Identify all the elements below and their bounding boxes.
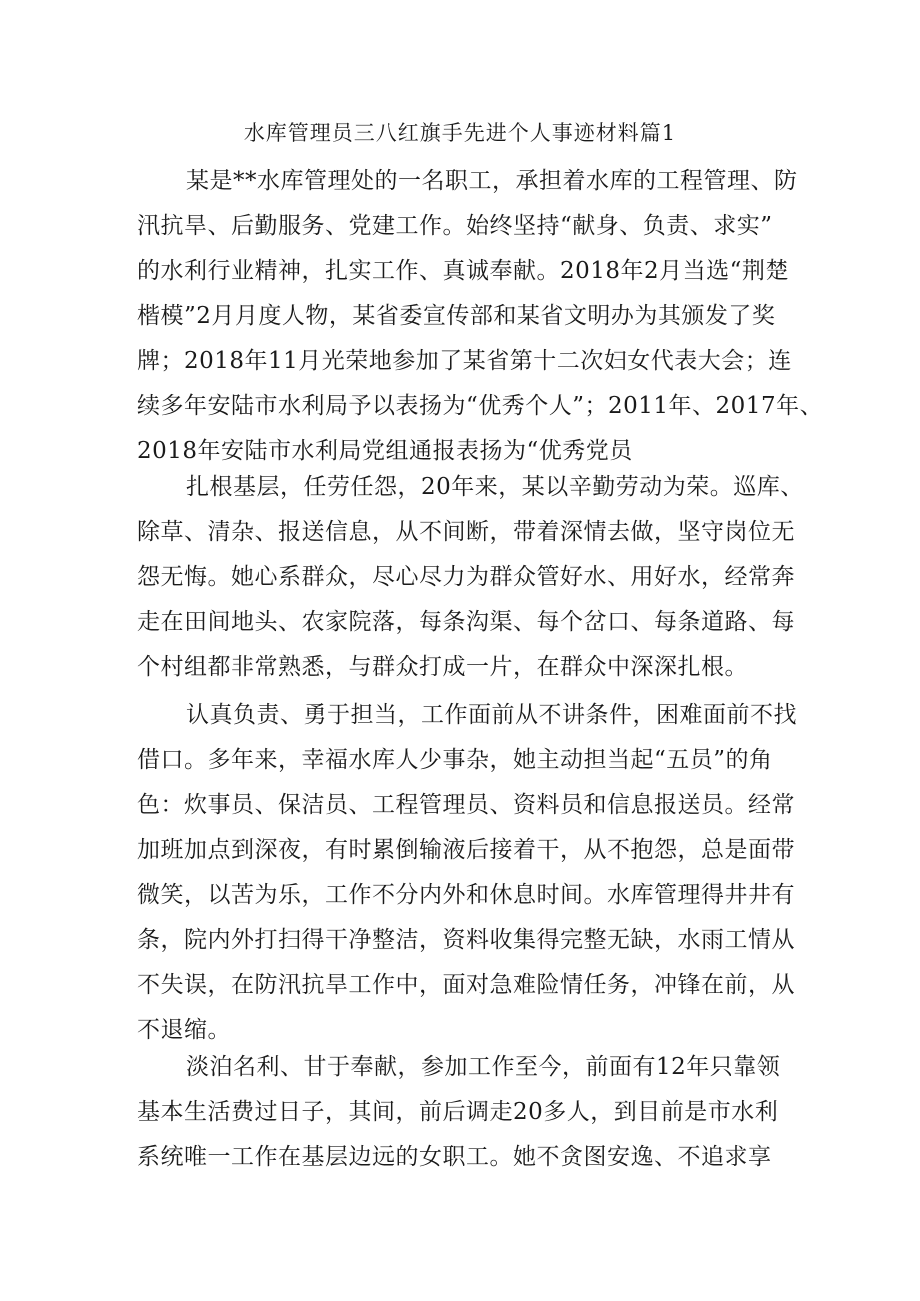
paragraph-line: 个村组都非常熟悉，与群众打成一片，在群众中深深扎根。 xyxy=(137,654,748,680)
paragraph-line: 微笑，以苦为乐，工作不分内外和休息时间。水库管理得井井有 xyxy=(137,882,795,908)
paragraph-line: 基本生活费过日子，其间，前后调走20多人，到目前是市水利 xyxy=(137,1099,779,1125)
paragraph-line: 汛抗旱、后勤服务、党建工作。始终坚持“献身、负责、求实” xyxy=(137,213,773,239)
paragraph-line: 淡泊名利、甘于奉献，参加工作至今，前面有12年只靠领 xyxy=(186,1054,781,1080)
paragraph-line: 不失误，在防汛抗旱工作中，面对急难险情任务，冲锋在前，从 xyxy=(137,972,795,998)
paragraph-line: 不退缩。 xyxy=(137,1017,231,1043)
paragraph-line: 牌；2018年11月光荣地参加了某省第十二次妇女代表大会；连 xyxy=(137,348,792,374)
paragraph-line: 走在田间地头、农家院落，每条沟渠、每个岔口、每条道路、每 xyxy=(137,609,795,635)
paragraph-line: 除草、清杂、报送信息，从不间断，带着深情去做，坚守岗位无 xyxy=(137,519,795,545)
paragraph-line: 条，院内外打扫得干净整洁，资料收集得完整无缺，水雨工情从 xyxy=(137,927,795,953)
paragraph-line: 色：炊事员、保洁员、工程管理员、资料员和信息报送员。经常 xyxy=(137,792,795,818)
paragraph-line: 借口。多年来，幸福水库人少事杂，她主动担当起“五员”的角 xyxy=(137,747,773,773)
paragraph-line: 续多年安陆市水利局予以表扬为“优秀个人”；2011年、2017年、 xyxy=(137,393,824,419)
paragraph-line: 扎根基层，任劳任怨，20年来，某以辛勤劳动为荣。巡库、 xyxy=(186,474,804,500)
paragraph-line: 楷模”2月月度人物，某省委宣传部和某省文明办为其颁发了奖 xyxy=(137,303,776,329)
paragraph-line: 的水利行业精神，扎实工作、真诚奉献。2018年2月当选“荆楚 xyxy=(137,258,789,284)
paragraph-line: 加班加点到深夜，有时累倒输液后接着干，从不抱怨，总是面带 xyxy=(137,837,795,863)
paragraph-line: 2018年安陆市水利局党组通报表扬为“优秀党员 xyxy=(137,438,633,464)
paragraph-line: 怨无悔。她心系群众，尽心尽力为群众管好水、用好水，经常奔 xyxy=(137,564,795,590)
paragraph-line: 某是**水库管理处的一名职工，承担着水库的工程管理、防 xyxy=(186,168,798,194)
document-title: 水库管理员三八红旗手先进个人事迹材料篇1 xyxy=(243,121,677,145)
paragraph-line: 系统唯一工作在基层边远的女职工。她不贪图安逸、不追求享 xyxy=(137,1144,772,1170)
paragraph-line: 认真负责、勇于担当，工作面前从不讲条件，困难面前不找 xyxy=(186,702,797,728)
